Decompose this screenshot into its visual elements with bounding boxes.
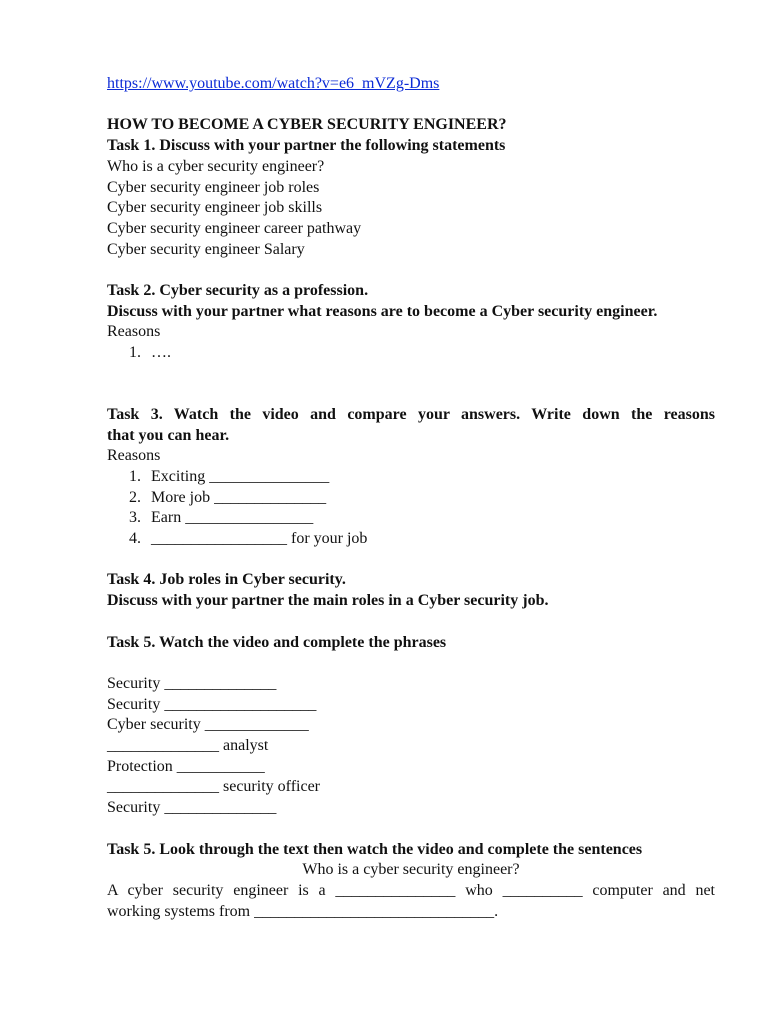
task3-list-item xyxy=(107,467,715,488)
list-number: 1. xyxy=(129,467,141,485)
task3-list-item xyxy=(107,508,715,529)
task2-list-item xyxy=(107,343,715,364)
worksheet xyxy=(107,74,715,922)
task5b-heading: Task 5. Look through the text then watch the video and complete the sentences xyxy=(107,840,643,858)
list-text: More job ______________ xyxy=(151,488,327,506)
task3-list-item xyxy=(107,529,715,550)
task2-heading: Task 2. Cyber security as a profession. xyxy=(107,282,369,299)
list-text: Earn ________________ xyxy=(151,509,314,527)
task3-list-item xyxy=(107,488,715,509)
list-number: 3. xyxy=(129,509,141,527)
phrase-item: Security ______________ xyxy=(107,799,277,817)
spacer xyxy=(107,550,715,571)
phrase-item: ______________ security officer xyxy=(107,778,320,796)
list-number: 4. xyxy=(129,530,141,548)
spacer xyxy=(107,819,715,840)
phrase-item: Cyber security _____________ xyxy=(107,716,309,734)
task3-heading-cont: that you can hear. xyxy=(107,426,230,444)
task5b-subtitle: Who is a cyber security engineer? xyxy=(302,861,520,879)
list-text: Exciting _______________ xyxy=(151,467,330,485)
task1-item: Cyber security engineer job skills xyxy=(107,199,323,217)
task2-reasons-label: Reasons xyxy=(107,323,161,341)
task5a-heading: Task 5. Watch the video and complete the phrases xyxy=(107,633,447,651)
spacer xyxy=(107,612,715,633)
task3-reasons-label: Reasons xyxy=(107,447,161,465)
list-text: …. xyxy=(151,344,171,362)
list-number: 1. xyxy=(129,344,141,362)
worksheet-title: HOW TO BECOME A CYBER SECURITY ENGINEER? xyxy=(107,116,507,134)
phrase-item: Protection ___________ xyxy=(107,757,265,775)
task1-heading: Task 1. Discuss with your partner the following statements xyxy=(107,137,506,155)
phrase-item: ______________ analyst xyxy=(107,737,269,755)
phrase-item: Security ______________ xyxy=(107,674,277,692)
spacer xyxy=(107,653,715,674)
phrase-item: Security ___________________ xyxy=(107,695,317,713)
list-text: _________________ for your job xyxy=(151,530,368,548)
task5b-sentence-cont: working systems from ______________________________. xyxy=(107,902,499,920)
spacer xyxy=(107,260,715,281)
task5b-sentence: A cyber security engineer is a _______________ who __________ computer and net xyxy=(107,881,715,899)
youtube-link[interactable]: https://www.youtube.com/watch?v=e6_mVZg-Dms xyxy=(107,75,440,92)
task1-item: Cyber security engineer job roles xyxy=(107,178,320,196)
spacer xyxy=(107,364,715,405)
spacer xyxy=(107,95,715,116)
task4-instruction: Discuss with your partner the main roles in a Cyber security job. xyxy=(107,592,549,610)
task3-heading: Task 3. Watch the video and compare your answers. Write down the reasons xyxy=(107,405,715,423)
task1-item: Cyber security engineer Salary xyxy=(107,240,305,258)
task4-heading: Task 4. Job roles in Cyber security. xyxy=(107,571,346,589)
task1-item: Who is a cyber security engineer? xyxy=(107,157,325,175)
task2-instruction: Discuss with your partner what reasons are to become a Cyber security engineer. xyxy=(107,302,658,320)
list-number: 2. xyxy=(129,488,141,506)
task1-item: Cyber security engineer career pathway xyxy=(107,219,362,237)
